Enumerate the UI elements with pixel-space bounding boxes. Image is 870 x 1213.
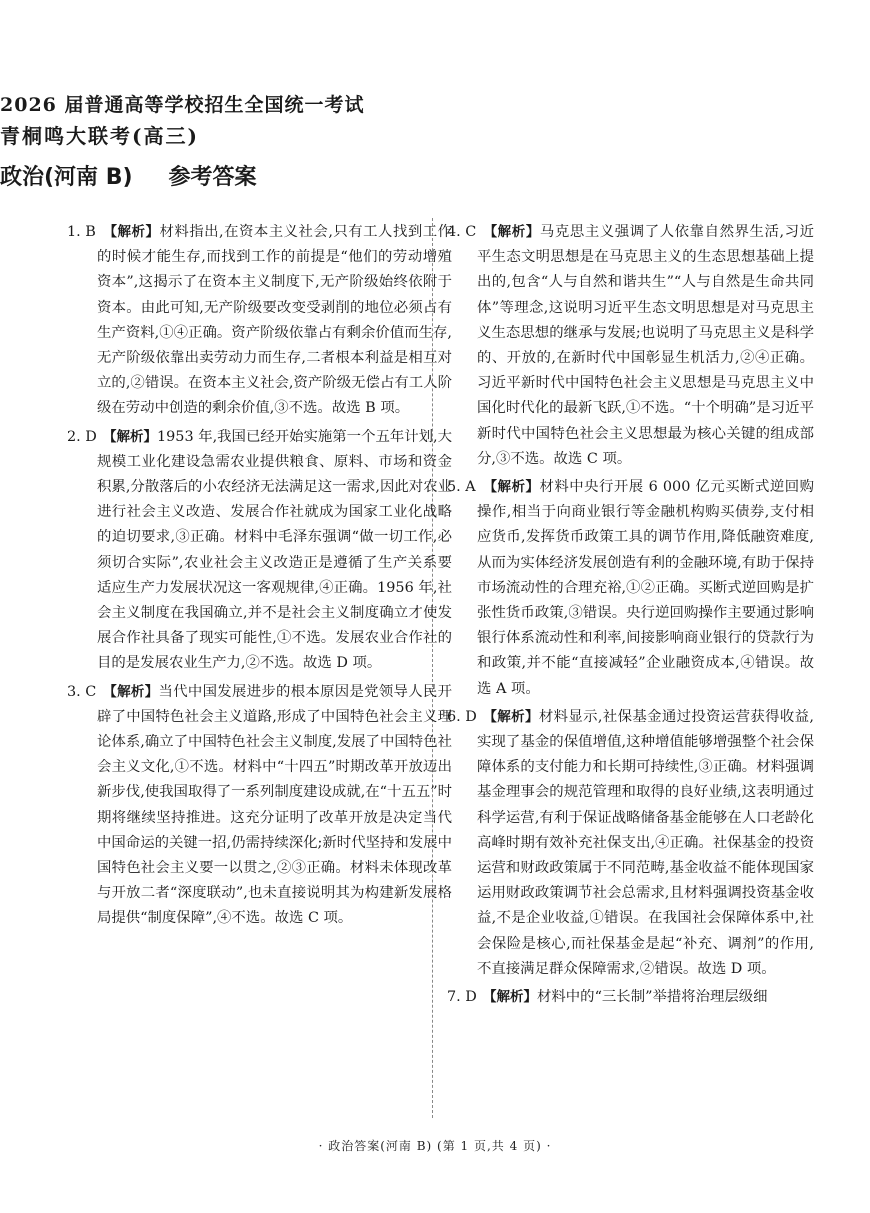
page-footer: · 政治答案(河南 B) (第 1 页,共 4 页) · (318, 1139, 552, 1153)
answer-text: 当代中国发展进步的根本原因是党领导人民开辟了中国特色社会主义道路,形成了中国特色社会主义理论体系,确立了中国特色社会主义制度,发展了中国特色社会主义文化,①不选。材料中“十四五”时期改革开放迈出新步伐,使我国取得了一系列制度建设成就,在“十五五”时期将继续坚持推进。这充分证明了改革开放是决定当代中国命运的关键一招,仍需持续深化;新时代坚持和发展中国特色社会主义要一以贯之,②③正确。材料未体现改革与开放二者“深度联动”,也未直接说明其为构建新发展格局提供“制度保障”,④不选。故选 C 项。 (97, 683, 452, 927)
left-column (67, 220, 452, 935)
doc-type-label: 参考答案 (168, 165, 257, 190)
answer-item-2 (67, 425, 452, 677)
analysis-tag: 【解析】 (483, 989, 537, 1006)
answer-text: 马克思主义强调了人依靠自然界生活,习近平生态文明思想是在马克思主义的生态思想基础上提出的,包含“人与自然和谐共生”“人与自然是生命共同体”等理念,这说明习近平生态文明思想是对马克思主义生态思想的继承与发展;也说明了马克思主义是科学的、开放的,在新时代中国彰显生机活力,②④正确。习近平新时代中国特色社会主义思想是马克思主义中国化时代化的最新飞跃,①不选。“十个明确”是习近平新时代中国特色社会主义思想最为核心关键的组成部分,③不选。故选 C 项。 (477, 224, 815, 467)
answer-text: 材料中央行开展 6 000 亿元买断式逆回购操作,相当于向商业银行等金融机构购买债券,支付相应货币,发挥货币政策工具的调节作用,降低融资难度,从而为实体经济发展创造有利的金融环境,有助于保持市场流动性的合理充裕,①②正确。买断式逆回购是扩张性货币政策,③错误。央行逆回购操作主要通过影响银行体系流动性和利率,间接影响商业银行的贷款行为和政策,并不能“直接减轻”企业融资成本,④错误。故选 A 项。 (477, 479, 814, 697)
answer-item-5 (447, 475, 814, 702)
answer-number: 3. C (67, 683, 97, 700)
exam-subtitle: 青桐鸣大联考(高三) (0, 124, 199, 148)
answer-number: 4. C (447, 224, 477, 240)
analysis-tag: 【解析】 (103, 428, 157, 445)
answer-number: 5. A (447, 479, 476, 496)
analysis-tag: 【解析】 (103, 683, 159, 700)
subject-label: 政治(河南 B) (0, 165, 133, 190)
answer-item-4 (447, 220, 814, 472)
answer-text: 材料指出,在资本主义社会,只有工人找到工作的时候才能生存,而找到工作的前提是“他们的劳动增殖资本”,这揭示了在资本主义制度下,无产阶级始终依附于资本。由此可知,无产阶级要改变受剥削的地位必须占有生产资料,①④正确。资产阶级依靠占有剩余价值而生存,无产阶级依靠出卖劳动力而生存,二者根本利益是相互对立的,②错误。在资本主义社会,资产阶级无偿占有工人阶级在劳动中创造的剩余价值,③不选。故选 B 项。 (97, 224, 452, 417)
analysis-tag: 【解析】 (483, 224, 540, 240)
answer-text: 1953 年,我国已经开始实施第一个五年计划,大规模工业化建设急需农业提供粮食、原料、市场和资金积累,分散落后的小农经济无法满足这一需求,因此对农业进行社会主义改造、发展合作社就成为国家工业化战略的迫切要求,③正确。材料中毛泽东强调“做一切工作,必须切合实际”,农业社会主义改造正是遵循了生产关系要适应生产力发展状况这一客观规律,④正确。1956 年,社会主义制度在我国确立,并不是社会主义制度确立才使发展合作社具备了现实可能性,①不选。发展农业合作社的目的是发展农业生产力,②不选。故选 D 项。 (97, 428, 452, 672)
right-column (447, 220, 814, 1013)
answer-item-7 (447, 985, 814, 1010)
analysis-tag: 【解析】 (483, 708, 539, 725)
answer-item-1 (67, 220, 452, 422)
answer-item-3 (67, 680, 452, 932)
analysis-tag: 【解析】 (103, 224, 160, 240)
exam-title: 2026 届普通高等学校招生全国统一考试 (0, 94, 365, 116)
answer-item-6 (447, 705, 814, 982)
answer-text: 材料显示,社保基金通过投资运营获得收益,实现了基金的保值增值,这种增值能够增强整个社会保障体系的支付能力和长期可持续性,③正确。材料强调基金理事会的规范管理和取得的良好业绩,这表明通过科学运营,有利于保证战略储备基金能够在人口老龄化高峰时期有效补充社保支出,④正确。社保基金的投资运营和财政政策属于不同范畴,基金收益不能体现国家运用财政政策调节社会总需求,且材料强调投资基金收益,不是企业收益,①错误。在我国社会保障体系中,社会保险是核心,而社保基金是起“补充、调剂”的作用,不直接满足群众保障需求,②错误。故选 D 项。 (477, 708, 815, 977)
answer-text: 材料中的“三长制”举措将治理层级细 (537, 989, 768, 1006)
analysis-tag: 【解析】 (483, 479, 540, 496)
answer-number: 6. D (447, 708, 477, 725)
answer-number: 2. D (67, 428, 97, 445)
answer-number: 1. B (67, 224, 96, 240)
answer-number: 7. D (447, 989, 477, 1006)
doc-heading (0, 160, 870, 191)
